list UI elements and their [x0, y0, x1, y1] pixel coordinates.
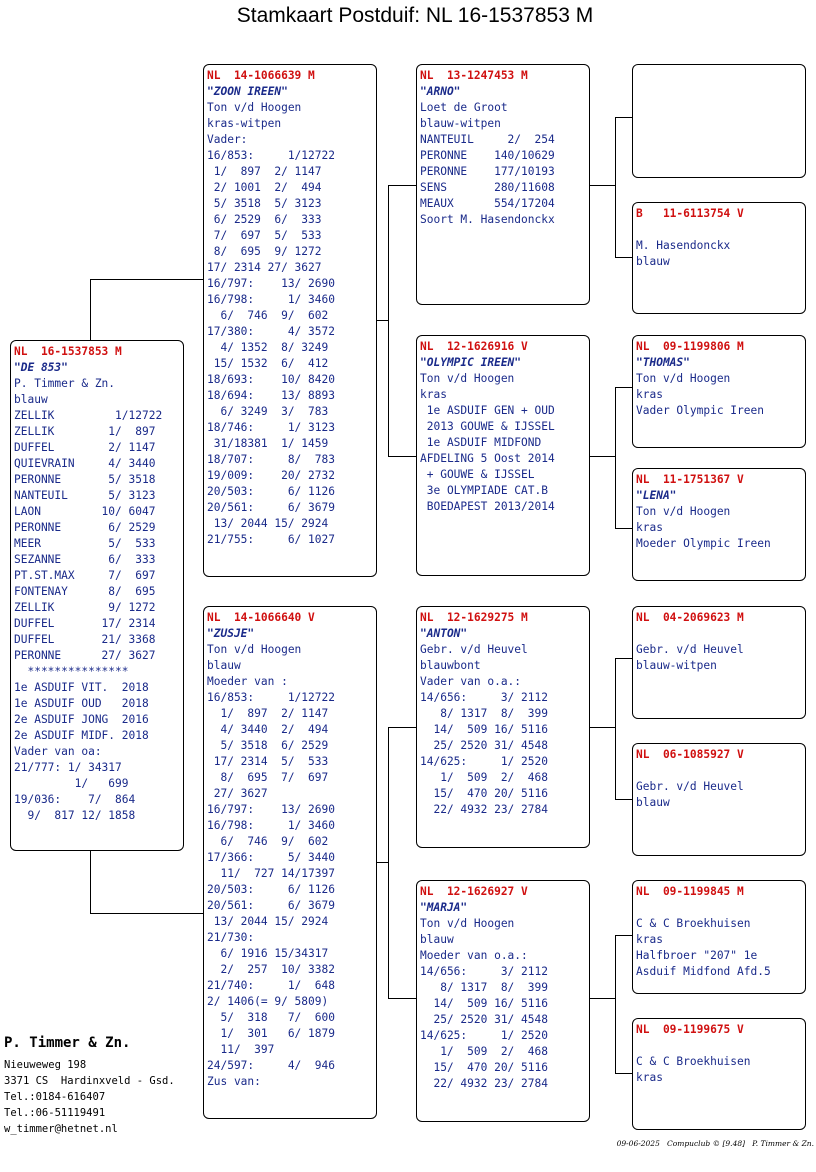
card-line: 17/366: 5/ 3440 — [207, 851, 335, 864]
footer-credit: 09-06-2025 Compuclub © [9.48] P. Timmer & Zn. — [616, 1139, 814, 1148]
card-line: P. Timmer & Zn. — [14, 377, 116, 390]
card-line: 20/561: 6/ 3679 — [207, 501, 335, 514]
ring-number: NL 14-1066639 M — [207, 69, 315, 82]
card-line: 2e ASDUIF MIDF. 2018 — [14, 729, 149, 742]
pigeon-card-subject — [10, 340, 184, 851]
ring-number: NL 09-1199675 V — [636, 1023, 744, 1036]
card-line: 31/18381 1/ 1459 — [207, 437, 329, 450]
card-line: 16/853: 1/12722 — [207, 691, 335, 704]
card-line: 17/380: 4/ 3572 — [207, 325, 335, 338]
card-line: Zus van: — [207, 1075, 261, 1088]
connector — [615, 1073, 633, 1074]
card-line: Vader van o.a.: — [420, 675, 522, 688]
owner-address: Nieuweweg 198 — [4, 1059, 87, 1071]
card-line: 1e ASDUIF VIT. 2018 — [14, 681, 149, 694]
card-line: 2013 GOUWE & IJSSEL — [420, 420, 555, 433]
pigeon-name: "THOMAS" — [636, 356, 690, 369]
card-line: Ton v/d Hoogen — [207, 643, 302, 656]
pigeon-card-mother — [203, 606, 377, 1119]
connector — [615, 387, 633, 388]
card-line: M. Hasendonckx — [636, 239, 731, 252]
card-line: 4/ 1352 8/ 3249 — [207, 341, 329, 354]
pigeon-name: "ZUSJE" — [207, 627, 255, 640]
card-line: Ton v/d Hoogen — [420, 917, 515, 930]
connector — [388, 456, 417, 457]
card-line: 18/693: 10/ 8420 — [207, 373, 335, 386]
ring-number: NL 13-1247453 M — [420, 69, 528, 82]
card-line: 1e ASDUIF GEN + OUD — [420, 404, 555, 417]
card-line: Halfbroer "207" 1e — [636, 949, 758, 962]
pigeon-name: "DE 853" — [14, 361, 68, 374]
card-line: 16/798: 1/ 3460 — [207, 819, 335, 832]
connector — [376, 862, 388, 863]
card-line: 8/ 1317 8/ 399 — [420, 707, 548, 720]
card-line: 15/ 1532 6/ 412 — [207, 357, 329, 370]
pigeon-card-mmm — [632, 1018, 806, 1130]
card-line: Vader: — [207, 133, 248, 146]
card-line: SENS 280/11608 — [420, 181, 555, 194]
owner-mobile: Tel.:06-51119491 — [4, 1107, 106, 1119]
card-line: 5/ 3518 5/ 3123 — [207, 197, 322, 210]
pigeon-card-ffm — [632, 202, 806, 314]
card-line: 1e ASDUIF MIDFOND — [420, 436, 542, 449]
ring-number: NL 12-1629275 M — [420, 611, 528, 624]
connector — [615, 257, 633, 258]
ring-number: NL 04-2069623 M — [636, 611, 744, 624]
card-line: AFDELING 5 Oost 2014 — [420, 452, 555, 465]
card-line: Moeder van : — [207, 675, 288, 688]
card-line: 13/ 2044 15/ 2924 — [207, 517, 329, 530]
card-line: 25/ 2520 31/ 4548 — [420, 739, 548, 752]
pigeon-card-mff — [632, 606, 806, 719]
card-line: Gebr. v/d Heuvel — [636, 643, 744, 656]
card-line: 16/853: 1/12722 — [207, 149, 335, 162]
card-line: blauw — [636, 796, 670, 809]
pigeon-card-fff — [632, 64, 806, 178]
card-line: 4/ 3440 2/ 494 — [207, 723, 329, 736]
card-line: Moeder van o.a.: — [420, 949, 528, 962]
pigeon-card-mm — [416, 880, 590, 1122]
card-line: 6/ 746 9/ 602 — [207, 835, 329, 848]
card-line: DUFFEL 17/ 2314 — [14, 617, 156, 630]
card-line: Ton v/d Hoogen — [636, 372, 731, 385]
card-line: Ton v/d Hoogen — [207, 101, 302, 114]
ring-number: NL 09-1199806 M — [636, 340, 744, 353]
card-line: PERONNE 140/10629 — [420, 149, 555, 162]
card-line: 22/ 4932 23/ 2784 — [420, 1077, 548, 1090]
card-line: 15/ 470 20/ 5116 — [420, 787, 548, 800]
pigeon-name: "ARNO" — [420, 85, 461, 98]
connector — [615, 117, 633, 118]
card-line: 27/ 3627 — [207, 787, 268, 800]
card-line: 11/ 727 14/17397 — [207, 867, 335, 880]
card-line: LAON 10/ 6047 — [14, 505, 156, 518]
ring-number: NL 16-1537853 M — [14, 345, 122, 358]
pigeon-card-mfm — [632, 743, 806, 856]
connector — [376, 320, 388, 321]
pigeon-card-fmf — [632, 335, 806, 448]
card-line: 14/625: 1/ 2520 — [420, 755, 548, 768]
card-line: blauw — [207, 659, 241, 672]
pigeon-card-fm — [416, 335, 590, 576]
connector — [590, 727, 615, 728]
card-line: 7/ 697 5/ 533 — [207, 229, 322, 242]
card-line: BOEDAPEST 2013/2014 — [420, 500, 555, 513]
card-line: 1/ 509 2/ 468 — [420, 771, 548, 784]
card-line: 2e ASDUIF JONG 2016 — [14, 713, 149, 726]
connector — [615, 528, 633, 529]
card-line: kras — [636, 388, 663, 401]
card-line: MEER 5/ 533 — [14, 537, 156, 550]
connector — [388, 727, 417, 728]
card-line: 18/694: 13/ 8893 — [207, 389, 335, 402]
card-line: DUFFEL 21/ 3368 — [14, 633, 156, 646]
card-line: 16/797: 13/ 2690 — [207, 277, 335, 290]
card-line: 13/ 2044 15/ 2924 — [207, 915, 329, 928]
card-line: 14/625: 1/ 2520 — [420, 1029, 548, 1042]
owner-name: P. Timmer & Zn. — [4, 1035, 131, 1051]
card-line: Vader Olympic Ireen — [636, 404, 764, 417]
card-line: 8/ 695 9/ 1272 — [207, 245, 322, 258]
ring-number: NL 14-1066640 V — [207, 611, 315, 624]
ring-number: NL 12-1626927 V — [420, 885, 528, 898]
card-line: ZELLIK 9/ 1272 — [14, 601, 156, 614]
card-line: 3e OLYMPIADE CAT.B — [420, 484, 548, 497]
pigeon-name: "LENA" — [636, 489, 677, 502]
card-line: 2/ 1406(= 9/ 5809) — [207, 995, 329, 1008]
pigeon-name: "ZOON IREEN" — [207, 85, 288, 98]
pigeon-name: "ANTON" — [420, 627, 468, 640]
card-line: C & C Broekhuisen — [636, 1055, 751, 1068]
card-line: 2/ 257 10/ 3382 — [207, 963, 335, 976]
pigeon-card-mmf — [632, 880, 806, 994]
connector — [615, 658, 616, 800]
card-line: 15/ 470 20/ 5116 — [420, 1061, 548, 1074]
connector — [388, 727, 389, 998]
card-line: Vader van oa: — [14, 745, 102, 758]
card-line: Loet de Groot — [420, 101, 508, 114]
card-line: ZELLIK 1/12722 — [14, 409, 163, 422]
card-line: 1/ 699 — [14, 777, 129, 790]
card-line: Asduif Midfond Afd.5 — [636, 965, 771, 978]
card-line: 6/ 746 9/ 602 — [207, 309, 329, 322]
card-line — [636, 222, 805, 238]
card-line: kras — [420, 388, 447, 401]
card-line: 2/ 1001 2/ 494 — [207, 181, 322, 194]
card-line: 14/656: 3/ 2112 — [420, 965, 548, 978]
owner-email: w_timmer@hetnet.nl — [4, 1123, 118, 1135]
ring-number: NL 06-1085927 V — [636, 748, 744, 761]
card-line: 1e ASDUIF OUD 2018 — [14, 697, 149, 710]
card-line: MEAUX 554/17204 — [420, 197, 555, 210]
card-line: 20/503: 6/ 1126 — [207, 883, 335, 896]
card-line: NANTEUIL 2/ 254 — [420, 133, 555, 146]
card-line: 24/597: 4/ 946 — [207, 1059, 335, 1072]
owner-phone: Tel.:0184-616407 — [4, 1091, 106, 1103]
card-line: 5/ 318 7/ 600 — [207, 1011, 335, 1024]
card-line: 6/ 2529 6/ 333 — [207, 213, 322, 226]
card-line — [636, 626, 805, 642]
card-line: 21/730: — [207, 931, 255, 944]
card-line: 14/656: 3/ 2112 — [420, 691, 548, 704]
card-line: 19/036: 7/ 864 — [14, 793, 136, 806]
card-line: blauw — [14, 393, 48, 406]
card-line: kras — [636, 521, 663, 534]
card-line: 17/ 2314 5/ 533 — [207, 755, 329, 768]
card-line: ZELLIK 1/ 897 — [14, 425, 156, 438]
connector — [615, 117, 616, 258]
pigeon-name: "MARJA" — [420, 901, 468, 914]
pigeon-name: "OLYMPIC IREEN" — [420, 356, 522, 369]
ring-number: B 11-6113754 V — [636, 207, 744, 220]
card-line: 1/ 897 2/ 1147 — [207, 165, 322, 178]
card-line: kras — [636, 1071, 663, 1084]
card-line: 25/ 2520 31/ 4548 — [420, 1013, 548, 1026]
card-line: PERONNE 5/ 3518 — [14, 473, 156, 486]
card-line: 1/ 509 2/ 468 — [420, 1045, 548, 1058]
connector — [90, 851, 91, 913]
card-line: PERONNE 27/ 3627 — [14, 649, 156, 662]
card-line: 5/ 3518 6/ 2529 — [207, 739, 329, 752]
card-line: NANTEUIL 5/ 3123 — [14, 489, 156, 502]
card-line: blauw-witpen — [636, 659, 717, 672]
card-line: FONTENAY 8/ 695 — [14, 585, 156, 598]
card-line: 8/ 695 7/ 697 — [207, 771, 329, 784]
card-line: Moeder Olympic Ireen — [636, 537, 771, 550]
ring-number: NL 12-1626916 V — [420, 340, 528, 353]
card-line: *************** — [14, 665, 129, 678]
connector — [590, 185, 615, 186]
card-line: 20/503: 6/ 1126 — [207, 485, 335, 498]
page-title: Stamkaart Postduif: NL 16-1537853 M — [236, 4, 594, 27]
card-line: kras — [636, 933, 663, 946]
connector — [615, 387, 616, 529]
card-line — [636, 763, 805, 779]
card-line: 20/561: 6/ 3679 — [207, 899, 335, 912]
connector — [90, 913, 204, 914]
card-line: blauw — [420, 933, 454, 946]
ring-number: NL 09-1199845 M — [636, 885, 744, 898]
card-line: SEZANNE 6/ 333 — [14, 553, 156, 566]
card-line: DUFFEL 2/ 1147 — [14, 441, 156, 454]
connector — [615, 935, 616, 1074]
card-line: 21/740: 1/ 648 — [207, 979, 335, 992]
connector — [590, 456, 615, 457]
card-line: 6/ 3249 3/ 783 — [207, 405, 329, 418]
card-line: kras-witpen — [207, 117, 282, 130]
card-line: Ton v/d Hoogen — [636, 505, 731, 518]
card-line: 19/009: 20/ 2732 — [207, 469, 335, 482]
connector — [615, 658, 633, 659]
connector — [90, 279, 204, 280]
card-line: Gebr. v/d Heuvel — [420, 643, 528, 656]
connector — [388, 185, 417, 186]
ring-number: NL 11-1751367 V — [636, 473, 744, 486]
card-line: 16/798: 1/ 3460 — [207, 293, 335, 306]
card-line: Ton v/d Hoogen — [420, 372, 515, 385]
pigeon-card-ff — [416, 64, 590, 305]
card-line: QUIEVRAIN 4/ 3440 — [14, 457, 156, 470]
card-line: 1/ 897 2/ 1147 — [207, 707, 329, 720]
connector — [590, 998, 615, 999]
card-line: 1/ 301 6/ 1879 — [207, 1027, 335, 1040]
card-line: 11/ 397 — [207, 1043, 275, 1056]
card-line: 18/707: 8/ 783 — [207, 453, 335, 466]
card-line: 17/ 2314 27/ 3627 — [207, 261, 322, 274]
connector — [388, 998, 417, 999]
card-line: PERONNE 177/10193 — [420, 165, 555, 178]
owner-block — [4, 1035, 175, 1137]
card-line: PT.ST.MAX 7/ 697 — [14, 569, 156, 582]
card-line: 18/746: 1/ 3123 — [207, 421, 335, 434]
card-line: 22/ 4932 23/ 2784 — [420, 803, 548, 816]
connector — [615, 799, 633, 800]
card-line: 6/ 1916 15/34317 — [207, 947, 329, 960]
owner-city: 3371 CS Hardinxveld - Gsd. — [4, 1075, 175, 1087]
card-line: 14/ 509 16/ 5116 — [420, 997, 548, 1010]
card-line: C & C Broekhuisen — [636, 917, 751, 930]
card-line: 8/ 1317 8/ 399 — [420, 981, 548, 994]
card-line: blauwbont — [420, 659, 481, 672]
pigeon-card-father — [203, 64, 377, 577]
card-line: PERONNE 6/ 2529 — [14, 521, 156, 534]
card-line: blauw — [636, 255, 670, 268]
connector — [388, 185, 389, 456]
card-line: 21/777: 1/ 34317 — [14, 761, 122, 774]
card-line: Gebr. v/d Heuvel — [636, 780, 744, 793]
card-line — [636, 1038, 805, 1054]
card-line: 21/755: 6/ 1027 — [207, 533, 335, 546]
connector — [615, 935, 633, 936]
card-line: 16/797: 13/ 2690 — [207, 803, 335, 816]
card-line: 9/ 817 12/ 1858 — [14, 809, 136, 822]
pigeon-card-mf — [416, 606, 590, 848]
connector — [90, 279, 91, 340]
card-line: 14/ 509 16/ 5116 — [420, 723, 548, 736]
card-line — [636, 900, 805, 916]
card-line: blauw-witpen — [420, 117, 501, 130]
card-line: Soort M. Hasendonckx — [420, 213, 555, 226]
pigeon-card-fmm — [632, 468, 806, 581]
card-line: + GOUWE & IJSSEL — [420, 468, 535, 481]
